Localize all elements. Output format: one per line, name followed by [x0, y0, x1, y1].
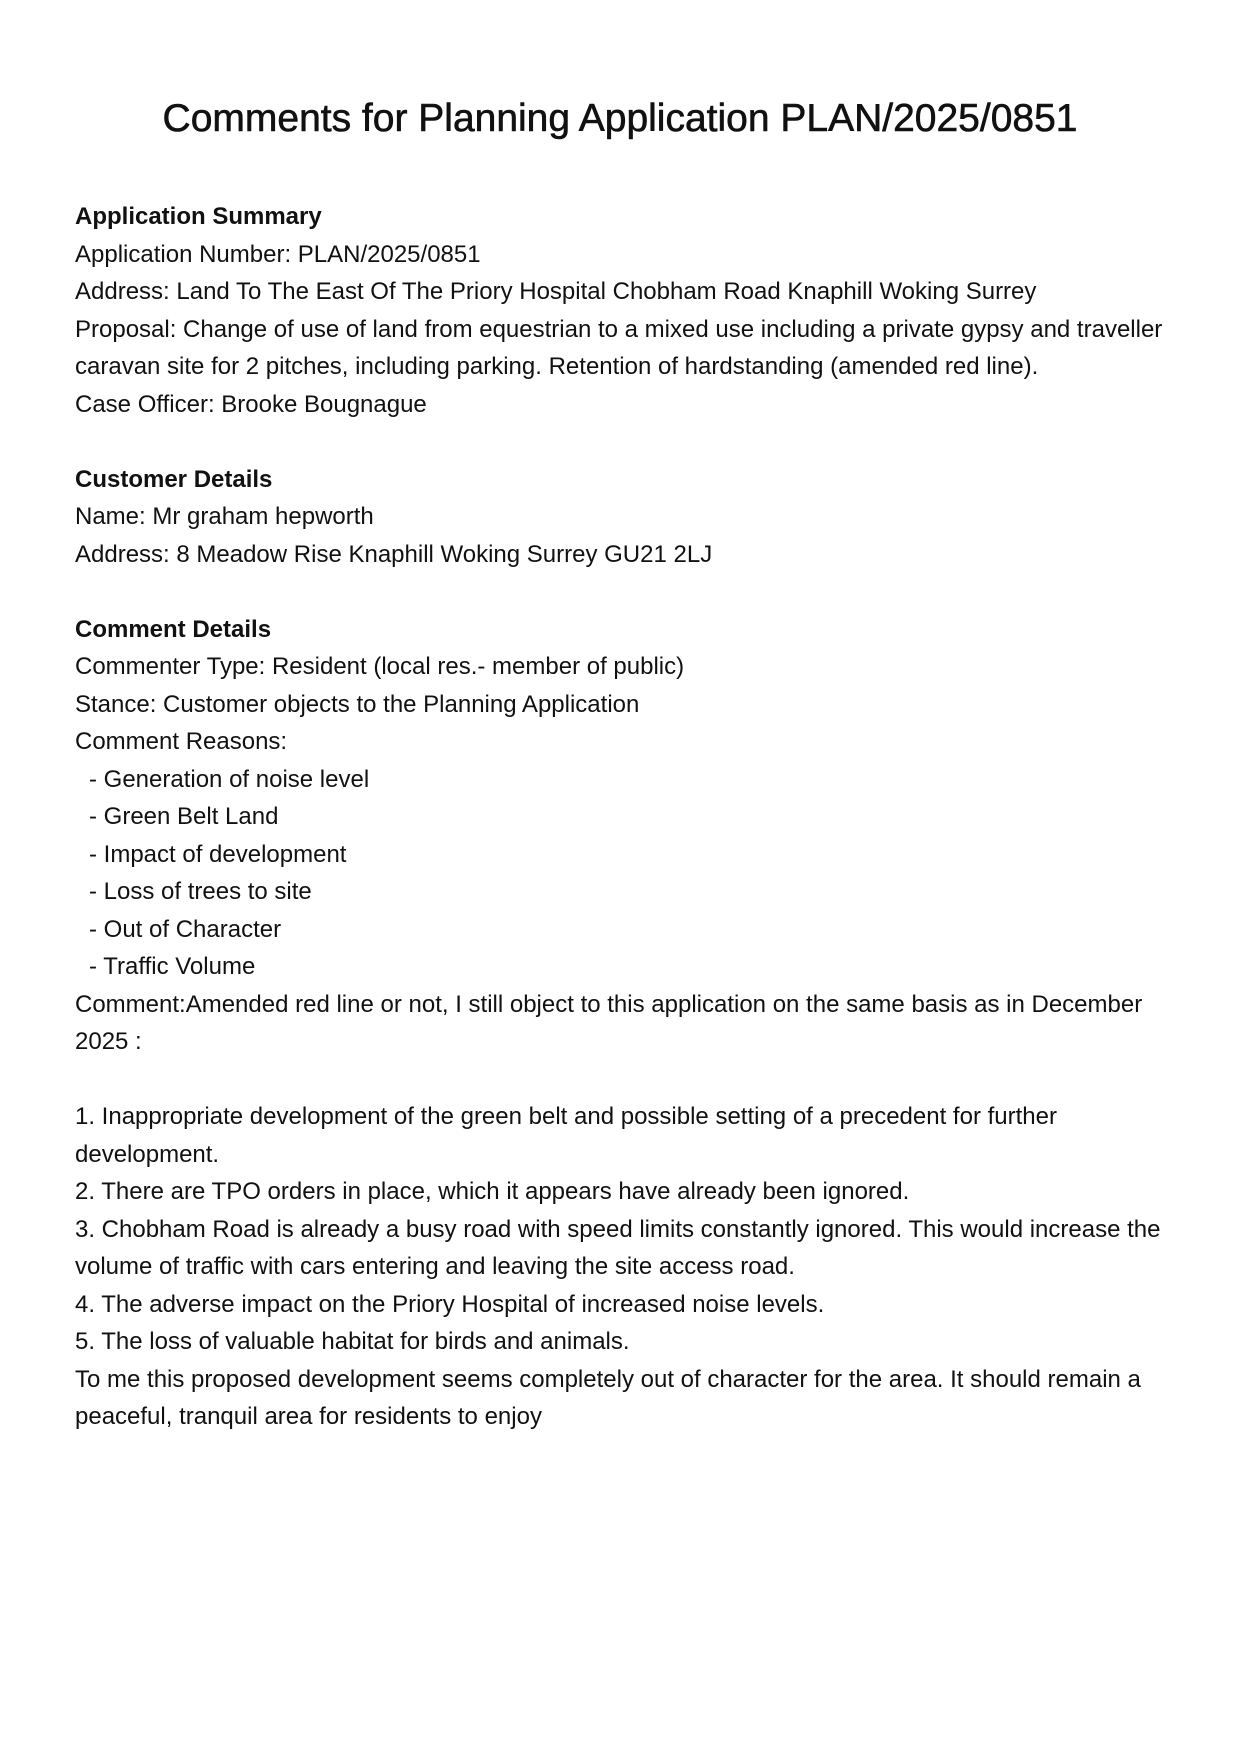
- comment-reason-item: - Out of Character: [89, 915, 282, 943]
- customer-details-heading: Customer Details: [75, 465, 273, 493]
- comment-reasons-label: Comment Reasons:: [75, 728, 288, 755]
- customer-details-section: [75, 461, 1175, 574]
- customer-address: Address: 8 Meadow Rise Knaphill Woking Surrey GU21 2LJ: [75, 540, 713, 568]
- comment-point: 3. Chobham Road is already a busy road with speed limits constantly ignored. This would increase the volume of traffic with cars entering and leaving the site access road.: [75, 1215, 1168, 1280]
- paragraph-spacer: [75, 1061, 1175, 1099]
- application-summary-heading: Application Summary: [75, 203, 322, 230]
- page-title: Comments for Planning Application PLAN/2025/0851: [162, 97, 1078, 140]
- comment-reason-item: - Generation of noise level: [89, 765, 370, 793]
- application-summary-section: [75, 198, 1175, 423]
- comment-details-section: [75, 611, 1175, 1436]
- case-officer: Case Officer: Brooke Bougnague: [75, 390, 427, 418]
- application-address: Address: Land To The East Of The Priory Hospital Chobham Road Knaphill Woking Surrey: [75, 278, 1037, 305]
- application-number: Application Number: PLAN/2025/0851: [75, 240, 481, 268]
- comment-reason-item: - Green Belt Land: [89, 803, 279, 830]
- stance: Stance: Customer objects to the Planning Application: [75, 690, 640, 718]
- customer-name: Name: Mr graham hepworth: [75, 503, 374, 530]
- comment-point: 1. Inappropriate development of the green belt and possible setting of a precedent for further development.: [75, 1103, 1064, 1168]
- section-spacer: [75, 423, 1175, 461]
- comment-details-heading: Comment Details: [75, 615, 272, 643]
- comment-point: 4. The adverse impact on the Priory Hospital of increased noise levels.: [75, 1290, 825, 1318]
- comment-reason-item: - Impact of development: [89, 840, 347, 868]
- comment-reason-item: - Traffic Volume: [89, 953, 256, 980]
- comment-point: 5. The loss of valuable habitat for birds and animals.: [75, 1328, 630, 1355]
- comment-points-list: [75, 1098, 1175, 1361]
- document-body: [75, 198, 1175, 1436]
- comment-reason-item: - Loss of trees to site: [89, 878, 312, 905]
- comment-intro: Comment:Amended red line or not, I still object to this application on the same basis as in December 2025 :: [75, 990, 1149, 1055]
- application-proposal: Proposal: Change of use of land from equestrian to a mixed use including a private gypsy and traveller caravan site for 2 pitches, including parking. Retention of hardstanding (amended red line).: [75, 315, 1169, 380]
- comment-closing: To me this proposed development seems completely out of character for the area. It should remain a peaceful, tranquil area for residents to enjoy: [75, 1365, 1148, 1430]
- comment-reasons-list: [75, 761, 1175, 986]
- commenter-type: Commenter Type: Resident (local res.- member of public): [75, 653, 685, 680]
- comment-point: 2. There are TPO orders in place, which it appears have already been ignored.: [75, 1178, 910, 1205]
- section-spacer: [75, 573, 1175, 611]
